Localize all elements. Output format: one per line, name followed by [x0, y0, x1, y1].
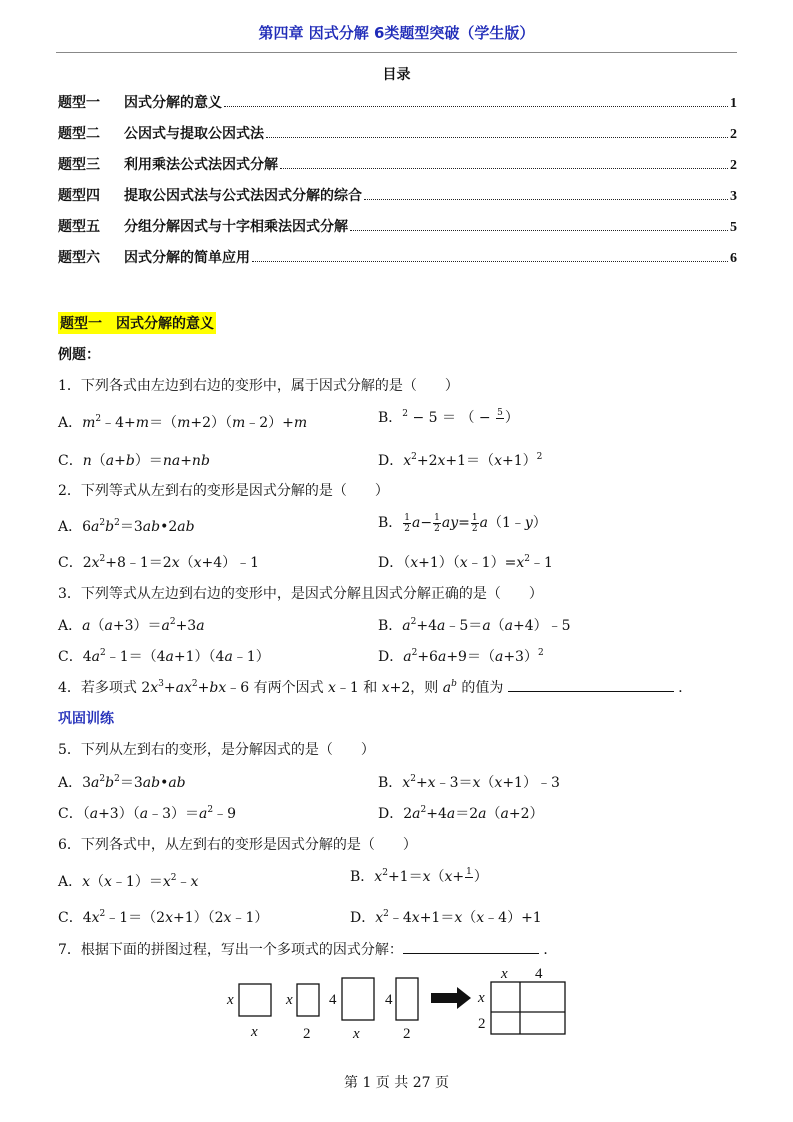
toc-type: 题型四: [58, 188, 100, 204]
toc-page: 2: [730, 158, 737, 173]
toc-name: 提取公因式法与公式法因式分解的综合: [124, 188, 362, 204]
rect-x-by-2: [297, 984, 319, 1016]
q2-option-b: B． $\frac{1}{2}$ a− $\frac{1}{2}$ ay= $\frac{1}{2}$ a（1﹣y）: [378, 512, 547, 534]
section-heading: 题型一 因式分解的意义: [58, 312, 216, 334]
label-x: x: [501, 966, 508, 982]
label-4: 4: [535, 966, 543, 982]
question-1: 1．下列各式由左边到右边的变形中，属于因式分解的是（ ）: [58, 378, 459, 394]
arrow-icon: [431, 987, 471, 1009]
toc-name: 分组分解因式与十字相乘法因式分解: [124, 219, 348, 235]
title-divider: [56, 52, 737, 53]
toc-dot-leader: [252, 261, 728, 262]
q3-option-d: D．$a^2+6a+9=(a+3)^2$: [378, 648, 544, 665]
toc-page: 3: [730, 189, 737, 204]
label-x: x: [227, 992, 234, 1008]
q6-option-c: C．$4x^2﹣1=(2x+1)(2x﹣1)$: [58, 909, 269, 926]
q6-option-b: B．$x^2+1=x(x+$ 1 ）: [350, 866, 488, 885]
toc-name: 因式分解的意义: [124, 95, 222, 111]
toc-type: 题型二: [58, 126, 100, 142]
toc-item[interactable]: [58, 123, 737, 154]
toc-name: 因式分解的简单应用: [124, 250, 250, 266]
q2-option-c: C．$2x^2+8﹣1=2x(x+4)﹣1$: [58, 554, 260, 571]
toc-dot-leader: [266, 137, 728, 138]
rect-4-by-x: [342, 978, 374, 1020]
q2-option-d: D．$(x+1)(x﹣1)=x^2﹣1$: [378, 554, 553, 571]
label-x: x: [478, 990, 485, 1006]
question-3: 3．下列等式从左边到右边的变形中，是因式分解且因式分解正确的是（ ）: [58, 586, 543, 602]
square-x-by-x: [239, 984, 271, 1016]
toc-page: 6: [730, 251, 737, 266]
toc-type: 题型六: [58, 250, 100, 266]
table-of-contents: [58, 92, 737, 278]
q7-answer-blank[interactable]: [403, 941, 539, 954]
toc-name: 公因式与提取公因式法: [124, 126, 264, 142]
label-x: x: [286, 992, 293, 1008]
q4-answer-blank[interactable]: [508, 679, 674, 692]
q3-option-a: A．$a(a+3)=a^2+3a$: [58, 617, 205, 634]
page-footer: 第 1 页 共 27 页: [344, 1075, 449, 1091]
label-x: x: [251, 1024, 258, 1040]
toc-page: 1: [730, 96, 737, 111]
q5-option-c: C．$(a+3)(a﹣3)=a^2﹣9$: [58, 805, 237, 822]
q3-option-c: C．$4a^2﹣1=(4a+1)(4a﹣1)$: [58, 648, 270, 665]
label-2: 2: [403, 1026, 411, 1042]
question-4: 4．若多项式 $2x^3+ax^2+bx﹣6$ 有两个因式 x﹣1 和 x+2，则 $a^b$ 的值为 ．: [58, 679, 693, 696]
q6-option-a: A．$x(x﹣1)=x^2﹣x$: [58, 873, 199, 890]
page-title: 第四章 因式分解 6类题型突破（学生版）: [258, 24, 535, 42]
q5-option-a: A．$3a^2b^2=3ab•ab$: [58, 774, 186, 791]
tiling-figure: [225, 964, 575, 1044]
toc-page: 5: [730, 220, 737, 235]
q1-option-c: C．n（a+b）＝na+nb: [58, 453, 210, 469]
q1-option-b: B．$^2$ − 5 ＝ （ − 5 ）: [378, 407, 519, 426]
q1-option-d: D．$x^2+2x+1=(x+1)^2$: [378, 452, 543, 469]
toc-dot-leader: [350, 230, 728, 231]
question-6: 6．下列各式中，从左到右的变形是因式分解的是（ ）: [58, 837, 417, 853]
toc-type: 题型三: [58, 157, 100, 173]
toc-dot-leader: [224, 106, 728, 107]
toc-heading: 目录: [382, 67, 411, 83]
q3-option-b: B．$a^2+4a﹣5=a(a+4)﹣5$: [378, 617, 571, 634]
toc-dot-leader: [280, 168, 728, 169]
label-2: 2: [478, 1016, 486, 1032]
question-7: 7．根据下面的拼图过程，写出一个多项式的因式分解： ．: [58, 942, 558, 958]
label-4: 4: [329, 992, 337, 1008]
toc-item[interactable]: [58, 247, 737, 278]
toc-item[interactable]: [58, 216, 737, 247]
label-x: x: [353, 1026, 360, 1042]
q2-option-a: A．$6a^2b^2=3ab•2ab$: [58, 518, 195, 535]
q5-option-b: B．$x^2+x﹣3=x(x+1)﹣3$: [378, 774, 560, 791]
question-2: 2．下列等式从左到右的变形是因式分解的是（ ）: [58, 483, 389, 499]
rect-4-by-2: [396, 978, 418, 1020]
q5-option-d: D．$2a^2+4a=2a(a+2)$: [378, 805, 544, 822]
toc-dot-leader: [364, 199, 728, 200]
practice-label: 巩固训练: [58, 711, 114, 727]
label-2: 2: [303, 1026, 311, 1042]
toc-type: 题型五: [58, 219, 100, 235]
toc-name: 利用乘法公式法因式分解: [124, 157, 278, 173]
toc-item[interactable]: [58, 92, 737, 123]
q7-text: 7．根据下面的拼图过程，写出一个多项式的因式分解：: [58, 942, 403, 958]
combined-rectangle: [491, 982, 565, 1034]
q6-option-d: D．$x^2﹣4x+1=x(x﹣4)+1$: [350, 909, 542, 926]
toc-item[interactable]: [58, 154, 737, 185]
label-4: 4: [385, 992, 393, 1008]
toc-page: 2: [730, 127, 737, 142]
q1-option-a: A．$m^2﹣4+m=(m+2)(m﹣2)+m$: [58, 414, 308, 431]
examples-label: 例题：: [58, 347, 100, 363]
toc-item[interactable]: [58, 185, 737, 216]
question-5: 5．下列从左到右的变形，是分解因式的是（ ）: [58, 742, 375, 758]
toc-type: 题型一: [58, 95, 100, 111]
